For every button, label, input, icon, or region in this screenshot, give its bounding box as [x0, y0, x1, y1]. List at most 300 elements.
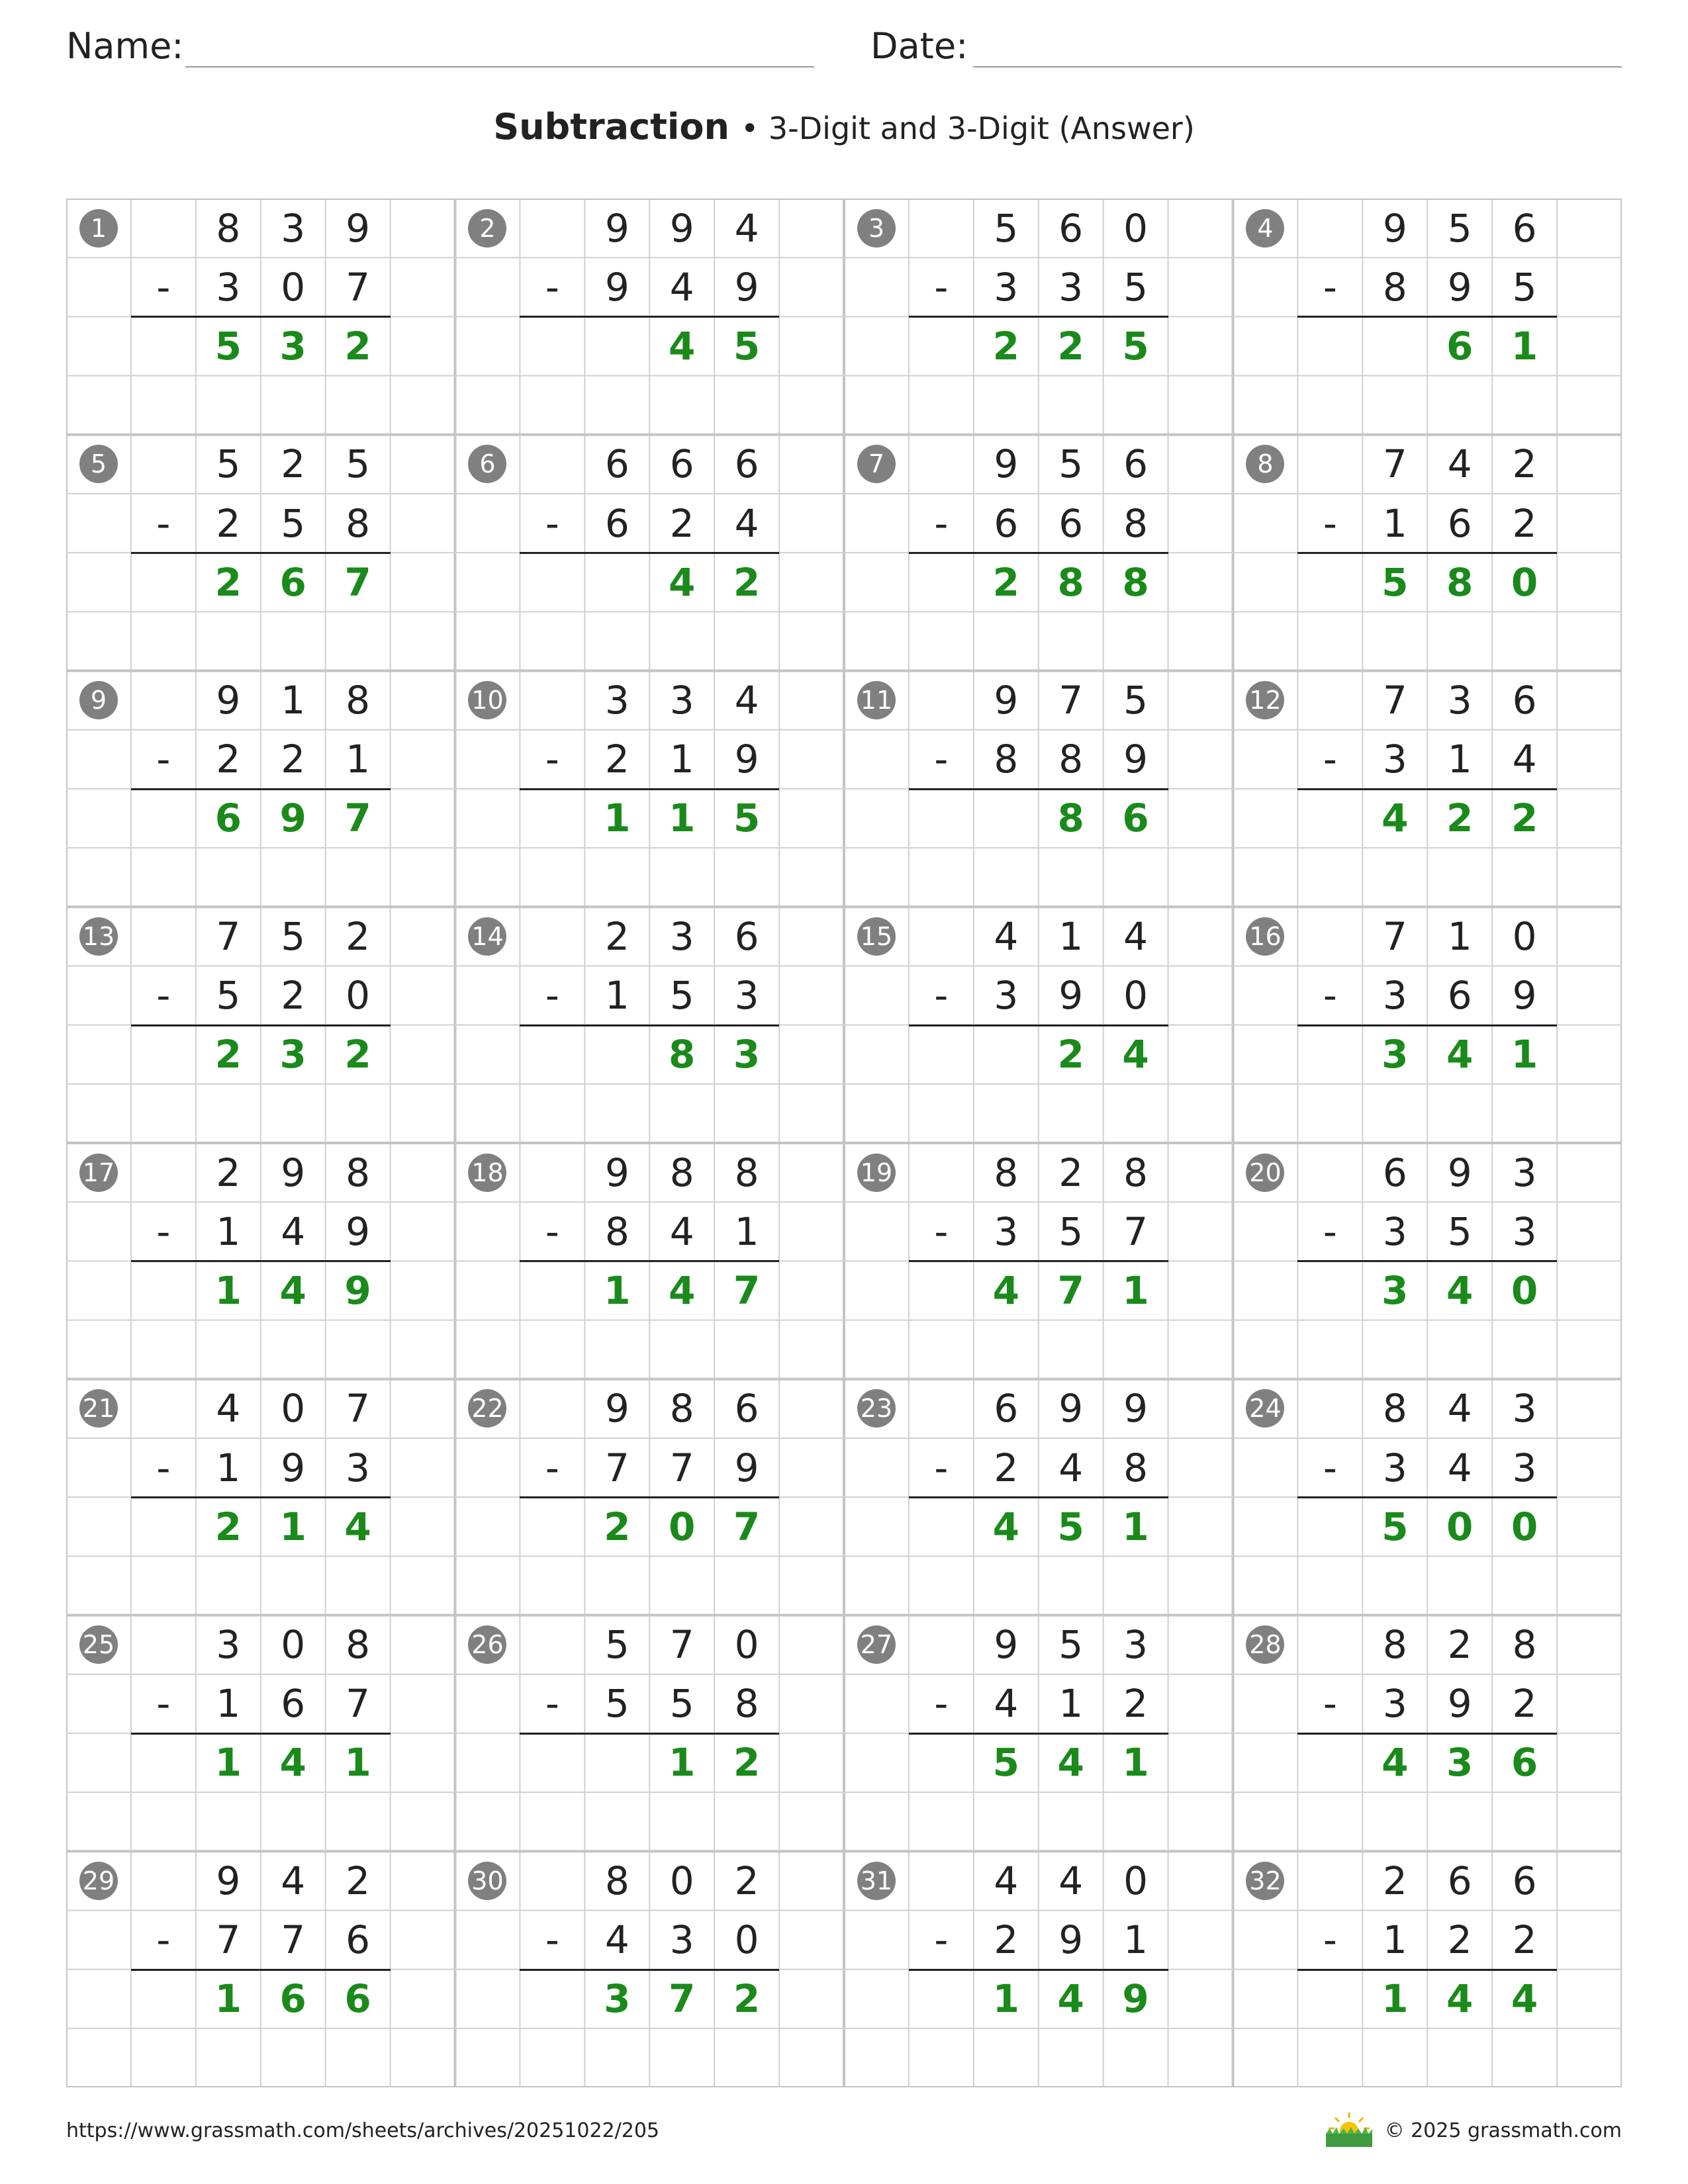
minuend-digit: 9 [994, 678, 1019, 723]
answer-rule [909, 1024, 1168, 1026]
minuend-digit: 8 [1382, 1386, 1407, 1432]
subtrahend-digit: 3 [1382, 1208, 1407, 1254]
worksheet-grid [66, 199, 1622, 2087]
answer-digit: 4 [669, 323, 696, 369]
subtrahend-digit: 8 [1123, 1445, 1149, 1490]
answer-digit [585, 1733, 649, 1792]
answer-digit: 1 [1122, 1740, 1149, 1786]
minus-sign: - [1323, 1917, 1337, 1963]
minus-sign: - [545, 1917, 559, 1963]
subtrahend-digit: 3 [734, 973, 759, 1019]
answer-digit: 4 [992, 1504, 1019, 1549]
answer-digit: 6 [1511, 1740, 1538, 1786]
subtrahend-digit: 5 [1123, 264, 1149, 310]
answer-digit [585, 1025, 649, 1084]
minuend-digit: 2 [604, 913, 630, 959]
subtrahend-digit: 9 [604, 264, 630, 310]
subtrahend-digit: 3 [216, 264, 241, 310]
problem-number-badge: 8 [1246, 445, 1284, 483]
subtrahend-digit: 5 [1058, 1208, 1084, 1254]
answer-digit: 0 [1446, 1504, 1474, 1549]
minuend-digit: 7 [1382, 678, 1407, 723]
footer-url[interactable]: https://www.grassmath.com/sheets/archives/20251022/205 [66, 2119, 660, 2142]
problem-23 [844, 1379, 1233, 1615]
minus-sign: - [545, 1681, 559, 1727]
problem-6 [455, 435, 845, 671]
subtrahend-digit: 1 [669, 737, 694, 782]
subtrahend-digit: 2 [1512, 1681, 1537, 1727]
minuend-digit: 2 [216, 1150, 241, 1195]
minuend-digit: 5 [1447, 205, 1472, 251]
subtrahend-digit: 2 [604, 737, 630, 782]
subtrahend-digit: 3 [1382, 973, 1407, 1019]
answer-digit: 9 [279, 796, 306, 841]
problem-number-badge: 14 [468, 917, 506, 956]
minuend-digit: 9 [994, 1622, 1019, 1668]
answer-digit: 0 [1511, 1267, 1538, 1313]
problem-number-badge: 24 [1246, 1389, 1284, 1428]
minuend-digit: 0 [1123, 1858, 1149, 1903]
problem-number-badge: 2 [468, 209, 506, 248]
subtrahend-digit: 1 [1447, 737, 1472, 782]
problem-31 [844, 1851, 1233, 2087]
answer-digit: 2 [214, 559, 242, 605]
subtrahend-digit: 1 [734, 1208, 759, 1254]
answer-digit: 4 [1382, 796, 1409, 841]
answer-digit: 4 [279, 1740, 306, 1786]
answer-digit: 2 [1057, 1032, 1084, 1077]
minuend-digit: 8 [346, 1622, 371, 1668]
answer-digit: 1 [604, 1267, 631, 1313]
answer-rule [909, 552, 1168, 554]
answer-digit: 2 [344, 323, 371, 369]
answer-digit: 3 [604, 1976, 631, 2022]
answer-rule [131, 1496, 391, 1498]
minus-sign: - [545, 1445, 559, 1490]
problem-number-badge: 28 [1246, 1625, 1284, 1664]
page-title [0, 106, 1688, 148]
problem-number-badge: 22 [468, 1389, 506, 1428]
answer-rule [131, 1969, 391, 1971]
subtrahend-digit: 8 [994, 737, 1019, 782]
minuend-digit: 9 [216, 1858, 241, 1903]
answer-digit: 4 [669, 1267, 696, 1313]
subtrahend-digit: 3 [346, 1445, 371, 1490]
problem-7 [844, 435, 1233, 671]
subtrahend-digit: 8 [1123, 500, 1149, 546]
answer-rule [1297, 316, 1557, 318]
subtrahend-digit: 0 [734, 1917, 759, 1963]
answer-digit: 1 [214, 1267, 242, 1313]
subtrahend-digit: 7 [669, 1445, 694, 1490]
answer-digit: 9 [1122, 1976, 1149, 2022]
answer-rule [1297, 1260, 1557, 1262]
minus-sign: - [156, 737, 171, 782]
answer-digit: 2 [733, 1976, 761, 2022]
answer-digit: 5 [1382, 1504, 1409, 1549]
subtrahend-digit: 3 [994, 1208, 1019, 1254]
subtrahend-digit: 2 [1512, 500, 1537, 546]
subtrahend-digit: 0 [281, 264, 306, 310]
minuend-digit: 5 [1058, 1622, 1084, 1668]
subtrahend-digit: 9 [734, 737, 759, 782]
answer-digit [974, 789, 1039, 848]
subtrahend-digit: 9 [1447, 1681, 1472, 1727]
problem-2 [455, 199, 845, 435]
subtrahend-digit: 2 [281, 737, 306, 782]
answer-digit: 4 [992, 1267, 1019, 1313]
minuend-digit: 4 [281, 1858, 306, 1903]
minus-sign: - [934, 1917, 949, 1963]
minuend-digit: 0 [734, 1622, 759, 1668]
answer-digit: 3 [279, 323, 306, 369]
answer-digit: 1 [1511, 323, 1538, 369]
date-label: Date: [870, 25, 968, 67]
problem-number-badge: 3 [857, 209, 896, 248]
subtrahend-digit: 9 [346, 1208, 371, 1254]
answer-rule [520, 552, 779, 554]
answer-rule [520, 1496, 779, 1498]
minuend-digit: 0 [1123, 205, 1149, 251]
problem-number-badge: 31 [857, 1862, 896, 1900]
answer-digit: 2 [1511, 796, 1538, 841]
answer-digit: 8 [1057, 796, 1084, 841]
problem-13 [66, 907, 455, 1143]
answer-digit: 1 [279, 1504, 306, 1549]
answer-rule [909, 1969, 1168, 1971]
answer-digit: 3 [733, 1032, 761, 1077]
subtrahend-digit: 5 [216, 973, 241, 1019]
subtrahend-digit: 3 [1058, 264, 1084, 310]
answer-digit: 4 [279, 1267, 306, 1313]
answer-digit: 2 [604, 1504, 631, 1549]
minus-sign: - [934, 500, 949, 546]
minuend-digit: 6 [1123, 441, 1149, 487]
answer-digit: 8 [1446, 559, 1474, 605]
subtrahend-digit: 2 [1512, 1917, 1537, 1963]
subtrahend-digit: 8 [734, 1681, 759, 1727]
minuend-digit: 6 [994, 1386, 1019, 1432]
name-field[interactable] [185, 66, 814, 68]
subtrahend-digit: 2 [216, 737, 241, 782]
subtrahend-digit: 6 [346, 1917, 371, 1963]
minus-sign: - [1323, 1681, 1337, 1727]
answer-digit [585, 553, 649, 612]
subtrahend-digit: 1 [1382, 500, 1407, 546]
answer-digit: 4 [1446, 1032, 1474, 1077]
answer-digit [585, 316, 649, 375]
minuend-digit: 2 [1512, 441, 1537, 487]
answer-rule [909, 1260, 1168, 1262]
minuend-digit: 6 [734, 1386, 759, 1432]
problem-22 [455, 1379, 845, 1615]
problem-number-badge: 16 [1246, 917, 1284, 956]
subtrahend-digit: 9 [1123, 737, 1149, 782]
minuend-digit: 3 [281, 205, 306, 251]
minus-sign: - [1323, 500, 1337, 546]
problem-21 [66, 1379, 455, 1615]
problem-number-badge: 32 [1246, 1862, 1284, 1900]
answer-digit: 0 [1511, 559, 1538, 605]
minuend-digit: 6 [1058, 205, 1084, 251]
minuend-digit: 9 [1447, 1150, 1472, 1195]
minuend-digit: 3 [1512, 1150, 1537, 1195]
answer-digit: 1 [669, 796, 696, 841]
problem-number-badge: 5 [79, 445, 118, 483]
minuend-digit: 8 [669, 1386, 694, 1432]
problem-number-badge: 26 [468, 1625, 506, 1664]
minuend-digit: 1 [1447, 913, 1472, 959]
minuend-digit: 4 [734, 678, 759, 723]
problem-number-badge: 23 [857, 1389, 896, 1428]
answer-digit: 2 [992, 559, 1019, 605]
answer-rule [520, 1260, 779, 1262]
answer-digit: 4 [1382, 1740, 1409, 1786]
subtrahend-digit: 3 [994, 973, 1019, 1019]
answer-rule [1297, 1969, 1557, 1971]
answer-digit: 5 [1057, 1504, 1084, 1549]
minuend-digit: 6 [1512, 678, 1537, 723]
minus-sign: - [156, 1917, 171, 1963]
minus-sign: - [1323, 1445, 1337, 1490]
subtrahend-digit: 3 [1382, 1445, 1407, 1490]
minuend-digit: 7 [216, 913, 241, 959]
answer-digit: 2 [992, 323, 1019, 369]
answer-digit: 1 [344, 1740, 371, 1786]
subtrahend-digit: 5 [669, 973, 694, 1019]
subtrahend-digit: 6 [604, 500, 630, 546]
answer-rule [131, 788, 391, 790]
answer-rule [909, 1733, 1168, 1735]
answer-digit: 7 [344, 796, 371, 841]
answer-rule [131, 316, 391, 318]
minus-sign: - [545, 1208, 559, 1254]
subtrahend-digit: 4 [604, 1917, 630, 1963]
problem-25 [66, 1615, 455, 1852]
answer-digit: 1 [214, 1740, 242, 1786]
answer-rule [1297, 1496, 1557, 1498]
minuend-digit: 4 [1447, 1386, 1472, 1432]
minus-sign: - [1323, 1208, 1337, 1254]
problem-19 [844, 1143, 1233, 1379]
minuend-digit: 4 [1058, 1858, 1084, 1903]
answer-rule [909, 316, 1168, 318]
subtrahend-digit: 4 [1058, 1445, 1084, 1490]
answer-digit: 3 [1382, 1032, 1409, 1077]
subtrahend-digit: 5 [281, 500, 306, 546]
answer-digit: 2 [733, 1740, 761, 1786]
answer-digit: 4 [344, 1504, 371, 1549]
problem-12 [1233, 671, 1622, 907]
answer-digit: 8 [1057, 559, 1084, 605]
problem-number-badge: 4 [1246, 209, 1284, 248]
subtrahend-digit: 2 [216, 500, 241, 546]
minuend-digit: 0 [1512, 913, 1537, 959]
minuend-digit: 9 [216, 678, 241, 723]
minus-sign: - [545, 500, 559, 546]
minuend-digit: 4 [994, 1858, 1019, 1903]
minuend-digit: 2 [346, 913, 371, 959]
subtrahend-digit: 5 [1447, 1208, 1472, 1254]
subtrahend-digit: 7 [1123, 1208, 1149, 1254]
subtrahend-digit: 4 [669, 1208, 694, 1254]
answer-rule [909, 1496, 1168, 1498]
problem-5 [66, 435, 455, 671]
minuend-digit: 5 [604, 1622, 630, 1668]
answer-digit: 3 [1382, 1267, 1409, 1313]
answer-digit: 0 [669, 1504, 696, 1549]
minus-sign: - [156, 264, 171, 310]
problem-9 [66, 671, 455, 907]
problem-24 [1233, 1379, 1622, 1615]
subtrahend-digit: 7 [281, 1917, 306, 1963]
answer-digit: 7 [1057, 1267, 1084, 1313]
answer-digit: 1 [669, 1740, 696, 1786]
subtrahend-digit: 1 [1382, 1917, 1407, 1963]
problem-29 [66, 1851, 455, 2087]
subtrahend-digit: 7 [346, 1681, 371, 1727]
problem-28 [1233, 1615, 1622, 1852]
answer-digit: 9 [344, 1267, 371, 1313]
answer-digit: 2 [733, 559, 761, 605]
minuend-digit: 3 [669, 678, 694, 723]
answer-digit: 2 [1446, 796, 1474, 841]
date-field[interactable] [973, 66, 1622, 68]
problem-14 [455, 907, 845, 1143]
answer-digit: 6 [1446, 323, 1474, 369]
answer-digit: 2 [344, 1032, 371, 1077]
problem-number-badge: 21 [79, 1389, 118, 1428]
title-main: Subtraction [493, 106, 729, 148]
subtrahend-digit: 4 [669, 264, 694, 310]
minus-sign: - [156, 1445, 171, 1490]
minuend-digit: 5 [1123, 678, 1149, 723]
minuend-digit: 5 [281, 913, 306, 959]
problem-17 [66, 1143, 455, 1379]
minuend-digit: 6 [669, 441, 694, 487]
minuend-digit: 4 [1123, 913, 1149, 959]
subtrahend-digit: 2 [994, 1917, 1019, 1963]
answer-rule [1297, 552, 1557, 554]
minus-sign: - [934, 973, 949, 1019]
subtrahend-digit: 8 [604, 1208, 630, 1254]
answer-digit: 8 [669, 1032, 696, 1077]
problem-26 [455, 1615, 845, 1852]
problem-number-badge: 30 [468, 1862, 506, 1900]
problem-15 [844, 907, 1233, 1143]
minuend-digit: 8 [1382, 1622, 1407, 1668]
minuend-digit: 1 [1058, 913, 1084, 959]
subtrahend-digit: 0 [346, 973, 371, 1019]
minus-sign: - [1323, 973, 1337, 1019]
problem-18 [455, 1143, 845, 1379]
answer-digit: 2 [214, 1032, 242, 1077]
answer-digit: 5 [1382, 559, 1409, 605]
problem-20 [1233, 1143, 1622, 1379]
minuend-digit: 9 [669, 205, 694, 251]
minuend-digit: 4 [216, 1386, 241, 1432]
subtrahend-digit: 3 [1512, 1445, 1537, 1490]
answer-digit: 4 [669, 559, 696, 605]
answer-rule [520, 1733, 779, 1735]
problem-16 [1233, 907, 1622, 1143]
minuend-digit: 8 [216, 205, 241, 251]
answer-digit: 1 [214, 1976, 242, 2022]
answer-digit: 4 [1057, 1740, 1084, 1786]
answer-digit: 6 [1122, 796, 1149, 841]
problem-number-badge: 25 [79, 1625, 118, 1664]
minus-sign: - [934, 737, 949, 782]
subtrahend-digit: 9 [1447, 264, 1472, 310]
problem-number-badge: 11 [857, 681, 896, 719]
minus-sign: - [934, 1681, 949, 1727]
answer-rule [131, 1260, 391, 1262]
subtrahend-digit: 2 [281, 973, 306, 1019]
answer-digit: 1 [604, 796, 631, 841]
problem-number-badge: 19 [857, 1154, 896, 1192]
minus-sign: - [545, 264, 559, 310]
minuend-digit: 6 [1447, 1858, 1472, 1903]
answer-rule [131, 1024, 391, 1026]
minuend-digit: 9 [604, 1150, 630, 1195]
minus-sign: - [934, 1445, 949, 1490]
minus-sign: - [545, 737, 559, 782]
minuend-digit: 8 [669, 1150, 694, 1195]
subtrahend-digit: 1 [216, 1208, 241, 1254]
answer-digit [1362, 316, 1427, 375]
answer-digit: 8 [1122, 559, 1149, 605]
minus-sign: - [934, 1208, 949, 1254]
problem-number-badge: 7 [857, 445, 896, 483]
minuend-digit: 0 [669, 1858, 694, 1903]
minuend-digit: 3 [1447, 678, 1472, 723]
answer-digit: 6 [214, 796, 242, 841]
problem-3 [844, 199, 1233, 435]
problem-number-badge: 29 [79, 1862, 118, 1900]
problem-4 [1233, 199, 1622, 435]
minuend-digit: 7 [669, 1622, 694, 1668]
subtrahend-digit: 9 [1058, 973, 1084, 1019]
answer-digit: 5 [733, 796, 761, 841]
answer-rule [520, 788, 779, 790]
answer-digit: 4 [1446, 1976, 1474, 2022]
minus-sign: - [1323, 737, 1337, 782]
minuend-digit: 7 [1382, 913, 1407, 959]
problem-number-badge: 12 [1246, 681, 1284, 719]
minuend-digit: 1 [281, 678, 306, 723]
minuend-digit: 9 [346, 205, 371, 251]
answer-digit: 7 [733, 1267, 761, 1313]
minuend-digit: 8 [346, 678, 371, 723]
answer-digit: 1 [1511, 1032, 1538, 1077]
subtrahend-digit: 4 [994, 1681, 1019, 1727]
minuend-digit: 0 [281, 1622, 306, 1668]
minus-sign: - [1323, 264, 1337, 310]
minuend-digit: 6 [604, 441, 630, 487]
answer-digit: 4 [1511, 1976, 1538, 2022]
answer-rule [520, 1024, 779, 1026]
problem-number-badge: 20 [1246, 1154, 1284, 1192]
minuend-digit: 3 [669, 913, 694, 959]
subtrahend-digit: 2 [669, 500, 694, 546]
problem-27 [844, 1615, 1233, 1852]
minus-sign: - [934, 264, 949, 310]
subtrahend-digit: 1 [1058, 1681, 1084, 1727]
minuend-digit: 2 [346, 1858, 371, 1903]
minuend-digit: 8 [994, 1150, 1019, 1195]
answer-digit: 4 [1122, 1032, 1149, 1077]
minuend-digit: 2 [1447, 1622, 1472, 1668]
